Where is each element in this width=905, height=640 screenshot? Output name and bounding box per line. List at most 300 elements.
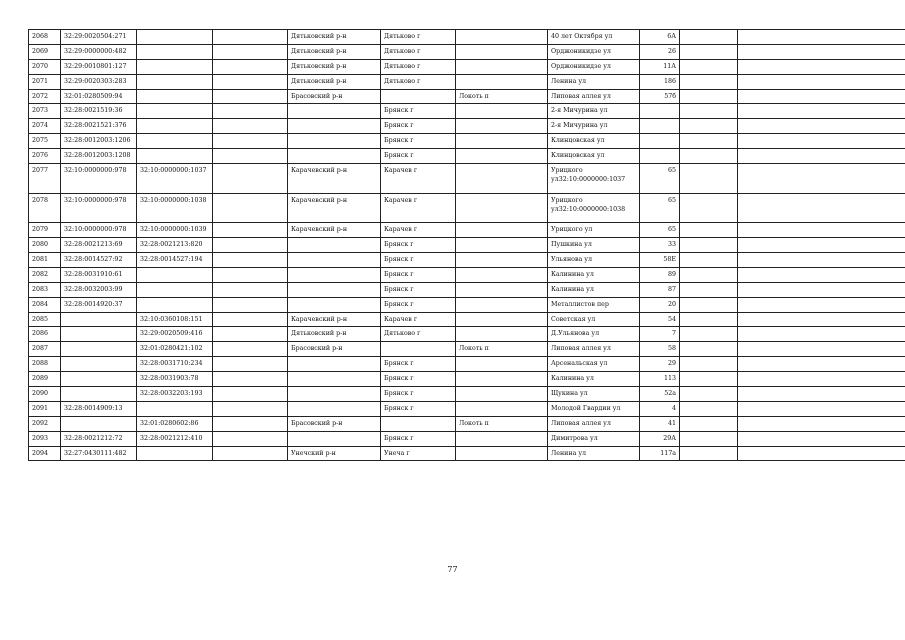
- district-cell: Карачевский р-н: [288, 312, 381, 327]
- settlement-cell: Локоть п: [456, 416, 548, 431]
- house-number-cell: 26: [640, 44, 680, 59]
- house-number-cell: 41: [640, 416, 680, 431]
- settlement-cell: [456, 30, 548, 45]
- row-number-cell: 2081: [29, 252, 61, 267]
- cadastral-number-cell: [61, 312, 137, 327]
- street-cell: Молодой Гвардии ул: [548, 401, 640, 416]
- cadastral-number-cell: 32:28:0012003:1206: [61, 134, 137, 149]
- empty-cell: [680, 342, 738, 357]
- city-cell: Брянск г: [381, 282, 456, 297]
- district-cell: [288, 252, 381, 267]
- settlement-cell: [456, 149, 548, 164]
- table-row: [29, 387, 905, 402]
- city-cell: Брянск г: [381, 238, 456, 253]
- table-row: [29, 74, 905, 89]
- house-number-cell: [640, 134, 680, 149]
- house-number-cell: [640, 149, 680, 164]
- empty-cell: [213, 297, 288, 312]
- cadastral-number-cell: 32:29:0020504:271: [61, 30, 137, 45]
- cadastral-number-cell: 32:28:0031910:61: [61, 267, 137, 282]
- linked-cadastral-number-cell: [137, 59, 213, 74]
- district-cell: [288, 357, 381, 372]
- district-cell: [288, 401, 381, 416]
- street-cell: Орджоникидзе ул: [548, 59, 640, 74]
- empty-cell: [738, 89, 905, 104]
- row-number-cell: 2086: [29, 327, 61, 342]
- house-number-cell: [640, 119, 680, 134]
- empty-cell: [738, 59, 905, 74]
- empty-cell: [738, 387, 905, 402]
- empty-cell: [680, 134, 738, 149]
- street-cell: Урицкого ул: [548, 223, 640, 238]
- table-row: [29, 267, 905, 282]
- house-number-cell: 7: [640, 327, 680, 342]
- house-number-cell: 57б: [640, 89, 680, 104]
- settlement-cell: [456, 44, 548, 59]
- row-number-cell: 2083: [29, 282, 61, 297]
- empty-cell: [213, 44, 288, 59]
- linked-cadastral-number-cell: [137, 149, 213, 164]
- street-cell: Урицкого ул32:10:0000000:1038: [548, 193, 640, 223]
- table-row: [29, 342, 905, 357]
- district-cell: Брасовский р-н: [288, 89, 381, 104]
- empty-cell: [213, 89, 288, 104]
- street-cell: Липовая аллея ул: [548, 89, 640, 104]
- row-number-cell: 2068: [29, 30, 61, 45]
- table-row: [29, 44, 905, 59]
- row-number-cell: 2087: [29, 342, 61, 357]
- cadastral-number-cell: 32:28:0021213:69: [61, 238, 137, 253]
- row-number-cell: 2094: [29, 446, 61, 461]
- cadastral-number-cell: [61, 387, 137, 402]
- empty-cell: [213, 431, 288, 446]
- settlement-cell: [456, 357, 548, 372]
- settlement-cell: [456, 238, 548, 253]
- cadastral-number-cell: 32:28:0014909:13: [61, 401, 137, 416]
- house-number-cell: [640, 104, 680, 119]
- settlement-cell: [456, 312, 548, 327]
- house-number-cell: 58: [640, 342, 680, 357]
- registry-sheet: [28, 29, 875, 461]
- cadastral-number-cell: 32:28:0012003:1208: [61, 149, 137, 164]
- city-cell: Дятьково г: [381, 30, 456, 45]
- empty-cell: [738, 416, 905, 431]
- settlement-cell: [456, 164, 548, 194]
- street-cell: Липовая аллея ул: [548, 416, 640, 431]
- empty-cell: [680, 44, 738, 59]
- empty-cell: [738, 44, 905, 59]
- page-number: 77: [447, 565, 458, 574]
- settlement-cell: [456, 252, 548, 267]
- empty-cell: [738, 74, 905, 89]
- district-cell: Карачевский р-н: [288, 223, 381, 238]
- street-cell: Металлистов пер: [548, 297, 640, 312]
- settlement-cell: [456, 387, 548, 402]
- house-number-cell: 20: [640, 297, 680, 312]
- cadastral-number-cell: [61, 357, 137, 372]
- empty-cell: [680, 416, 738, 431]
- empty-cell: [738, 357, 905, 372]
- district-cell: Дятьковский р-н: [288, 327, 381, 342]
- settlement-cell: [456, 134, 548, 149]
- empty-cell: [738, 119, 905, 134]
- street-cell: Щукина ул: [548, 387, 640, 402]
- house-number-cell: 33: [640, 238, 680, 253]
- city-cell: Брянск г: [381, 252, 456, 267]
- linked-cadastral-number-cell: 32:01:0280602:86: [137, 416, 213, 431]
- empty-cell: [680, 119, 738, 134]
- settlement-cell: [456, 446, 548, 461]
- empty-cell: [738, 401, 905, 416]
- linked-cadastral-number-cell: 32:28:0032203:193: [137, 387, 213, 402]
- settlement-cell: [456, 74, 548, 89]
- empty-cell: [680, 297, 738, 312]
- empty-cell: [213, 342, 288, 357]
- empty-cell: [738, 104, 905, 119]
- settlement-cell: [456, 59, 548, 74]
- empty-cell: [213, 401, 288, 416]
- cadastral-number-cell: 32:28:0021519:36: [61, 104, 137, 119]
- empty-cell: [738, 267, 905, 282]
- linked-cadastral-number-cell: [137, 89, 213, 104]
- house-number-cell: 6А: [640, 30, 680, 45]
- city-cell: [381, 89, 456, 104]
- linked-cadastral-number-cell: [137, 30, 213, 45]
- street-cell: Ленина ул: [548, 446, 640, 461]
- district-cell: Дятьковский р-н: [288, 30, 381, 45]
- house-number-cell: 58Е: [640, 252, 680, 267]
- linked-cadastral-number-cell: 32:10:0000000:1039: [137, 223, 213, 238]
- district-cell: Дятьковский р-н: [288, 44, 381, 59]
- district-cell: Брасовский р-н: [288, 416, 381, 431]
- settlement-cell: [456, 104, 548, 119]
- table-row: [29, 193, 905, 223]
- linked-cadastral-number-cell: [137, 74, 213, 89]
- city-cell: Брянск г: [381, 149, 456, 164]
- settlement-cell: [456, 372, 548, 387]
- settlement-cell: Локоть п: [456, 342, 548, 357]
- table-row: [29, 149, 905, 164]
- empty-cell: [213, 104, 288, 119]
- city-cell: [381, 342, 456, 357]
- empty-cell: [213, 30, 288, 45]
- table-row: [29, 282, 905, 297]
- cadastral-number-cell: 32:29:0010801:127: [61, 59, 137, 74]
- cadastral-number-cell: [61, 372, 137, 387]
- district-cell: [288, 119, 381, 134]
- empty-cell: [213, 238, 288, 253]
- city-cell: Унеча г: [381, 446, 456, 461]
- empty-cell: [680, 327, 738, 342]
- linked-cadastral-number-cell: 32:28:0014527:194: [137, 252, 213, 267]
- linked-cadastral-number-cell: 32:29:0020509:416: [137, 327, 213, 342]
- empty-cell: [738, 164, 905, 194]
- linked-cadastral-number-cell: 32:10:0000000:1038: [137, 193, 213, 223]
- cadastral-number-cell: 32:29:0000000:482: [61, 44, 137, 59]
- district-cell: [288, 372, 381, 387]
- table-row: [29, 134, 905, 149]
- row-number-cell: 2093: [29, 431, 61, 446]
- row-number-cell: 2092: [29, 416, 61, 431]
- empty-cell: [680, 238, 738, 253]
- house-number-cell: 52а: [640, 387, 680, 402]
- empty-cell: [680, 387, 738, 402]
- settlement-cell: [456, 223, 548, 238]
- house-number-cell: 29: [640, 357, 680, 372]
- empty-cell: [213, 312, 288, 327]
- city-cell: Брянск г: [381, 267, 456, 282]
- linked-cadastral-number-cell: [137, 44, 213, 59]
- city-cell: Брянск г: [381, 119, 456, 134]
- empty-cell: [213, 446, 288, 461]
- street-cell: Липовая аллея ул: [548, 342, 640, 357]
- street-cell: Ленина ул: [548, 74, 640, 89]
- row-number-cell: 2084: [29, 297, 61, 312]
- cadastral-number-cell: 32:10:0000000:978: [61, 223, 137, 238]
- table-row: [29, 238, 905, 253]
- settlement-cell: [456, 327, 548, 342]
- cadastral-number-cell: 32:01:0280509:94: [61, 89, 137, 104]
- city-cell: Карачев г: [381, 164, 456, 194]
- empty-cell: [680, 89, 738, 104]
- street-cell: Пушкина ул: [548, 238, 640, 253]
- empty-cell: [213, 193, 288, 223]
- settlement-cell: [456, 282, 548, 297]
- table-row: [29, 372, 905, 387]
- empty-cell: [213, 357, 288, 372]
- empty-cell: [738, 252, 905, 267]
- empty-cell: [680, 104, 738, 119]
- linked-cadastral-number-cell: 32:28:0031710:234: [137, 357, 213, 372]
- house-number-cell: 65: [640, 223, 680, 238]
- district-cell: [288, 282, 381, 297]
- row-number-cell: 2069: [29, 44, 61, 59]
- linked-cadastral-number-cell: 32:01:0280421:102: [137, 342, 213, 357]
- row-number-cell: 2091: [29, 401, 61, 416]
- empty-cell: [738, 193, 905, 223]
- empty-cell: [213, 416, 288, 431]
- district-cell: Унечский р-н: [288, 446, 381, 461]
- row-number-cell: 2079: [29, 223, 61, 238]
- registry-table: [28, 29, 905, 461]
- street-cell: Клинцовская ул: [548, 149, 640, 164]
- row-number-cell: 2071: [29, 74, 61, 89]
- district-cell: [288, 134, 381, 149]
- empty-cell: [680, 30, 738, 45]
- empty-cell: [738, 134, 905, 149]
- empty-cell: [213, 267, 288, 282]
- empty-cell: [738, 327, 905, 342]
- empty-cell: [680, 282, 738, 297]
- empty-cell: [680, 372, 738, 387]
- linked-cadastral-number-cell: [137, 267, 213, 282]
- city-cell: Брянск г: [381, 134, 456, 149]
- city-cell: Дятьково г: [381, 74, 456, 89]
- street-cell: Клинцовская ул: [548, 134, 640, 149]
- linked-cadastral-number-cell: 32:28:0031903:78: [137, 372, 213, 387]
- empty-cell: [680, 149, 738, 164]
- empty-cell: [738, 297, 905, 312]
- city-cell: Брянск г: [381, 431, 456, 446]
- linked-cadastral-number-cell: 32:10:0360108:151: [137, 312, 213, 327]
- empty-cell: [738, 30, 905, 45]
- street-cell: Д.Ульянова ул: [548, 327, 640, 342]
- settlement-cell: [456, 119, 548, 134]
- table-row: [29, 59, 905, 74]
- district-cell: [288, 387, 381, 402]
- city-cell: Брянск г: [381, 401, 456, 416]
- table-row: [29, 446, 905, 461]
- linked-cadastral-number-cell: [137, 134, 213, 149]
- empty-cell: [680, 446, 738, 461]
- street-cell: Димитрова ул: [548, 431, 640, 446]
- settlement-cell: [456, 267, 548, 282]
- district-cell: Брасовский р-н: [288, 342, 381, 357]
- cadastral-number-cell: 32:27:0430111:482: [61, 446, 137, 461]
- row-number-cell: 2073: [29, 104, 61, 119]
- cadastral-number-cell: 32:29:0020303:283: [61, 74, 137, 89]
- house-number-cell: 89: [640, 267, 680, 282]
- city-cell: Брянск г: [381, 372, 456, 387]
- house-number-cell: 54: [640, 312, 680, 327]
- empty-cell: [738, 372, 905, 387]
- city-cell: Карачев г: [381, 193, 456, 223]
- table-row: [29, 223, 905, 238]
- house-number-cell: 117а: [640, 446, 680, 461]
- empty-cell: [213, 282, 288, 297]
- city-cell: Брянск г: [381, 104, 456, 119]
- linked-cadastral-number-cell: 32:28:0021213:820: [137, 238, 213, 253]
- row-number-cell: 2076: [29, 149, 61, 164]
- district-cell: [288, 238, 381, 253]
- table-row: [29, 401, 905, 416]
- empty-cell: [680, 74, 738, 89]
- table-row: [29, 357, 905, 372]
- table-row: [29, 89, 905, 104]
- street-cell: Арсенальская ул: [548, 357, 640, 372]
- empty-cell: [213, 327, 288, 342]
- street-cell: Урицкого ул32:10:0000000:1037: [548, 164, 640, 194]
- district-cell: [288, 431, 381, 446]
- row-number-cell: 2077: [29, 164, 61, 194]
- linked-cadastral-number-cell: [137, 446, 213, 461]
- empty-cell: [213, 149, 288, 164]
- district-cell: Дятьковский р-н: [288, 74, 381, 89]
- house-number-cell: 4: [640, 401, 680, 416]
- table-row: [29, 297, 905, 312]
- empty-cell: [738, 431, 905, 446]
- row-number-cell: 2090: [29, 387, 61, 402]
- district-cell: Карачевский р-н: [288, 193, 381, 223]
- city-cell: Дятьково г: [381, 44, 456, 59]
- empty-cell: [680, 312, 738, 327]
- house-number-cell: 87: [640, 282, 680, 297]
- district-cell: [288, 104, 381, 119]
- street-cell: Калинина ул: [548, 267, 640, 282]
- empty-cell: [680, 401, 738, 416]
- city-cell: [381, 416, 456, 431]
- city-cell: Брянск г: [381, 297, 456, 312]
- cadastral-number-cell: 32:28:0032003:99: [61, 282, 137, 297]
- district-cell: Карачевский р-н: [288, 164, 381, 194]
- row-number-cell: 2082: [29, 267, 61, 282]
- empty-cell: [213, 252, 288, 267]
- street-cell: 40 лет Октября ул: [548, 30, 640, 45]
- table-row: [29, 327, 905, 342]
- empty-cell: [680, 164, 738, 194]
- linked-cadastral-number-cell: 32:10:0000000:1037: [137, 164, 213, 194]
- empty-cell: [213, 74, 288, 89]
- street-cell: Ульянова ул: [548, 252, 640, 267]
- row-number-cell: 2088: [29, 357, 61, 372]
- row-number-cell: 2085: [29, 312, 61, 327]
- empty-cell: [680, 431, 738, 446]
- table-row: [29, 416, 905, 431]
- street-cell: 2-я Мичурина ул: [548, 119, 640, 134]
- cadastral-number-cell: 32:28:0021521:376: [61, 119, 137, 134]
- table-row: [29, 431, 905, 446]
- empty-cell: [738, 312, 905, 327]
- settlement-cell: [456, 193, 548, 223]
- house-number-cell: 65: [640, 164, 680, 194]
- empty-cell: [213, 134, 288, 149]
- house-number-cell: 65: [640, 193, 680, 223]
- district-cell: [288, 149, 381, 164]
- empty-cell: [680, 193, 738, 223]
- linked-cadastral-number-cell: 32:28:0021212:410: [137, 431, 213, 446]
- empty-cell: [738, 149, 905, 164]
- settlement-cell: [456, 431, 548, 446]
- row-number-cell: 2089: [29, 372, 61, 387]
- empty-cell: [680, 267, 738, 282]
- city-cell: Брянск г: [381, 357, 456, 372]
- row-number-cell: 2080: [29, 238, 61, 253]
- city-cell: Брянск г: [381, 387, 456, 402]
- cadastral-number-cell: [61, 327, 137, 342]
- city-cell: Карачев г: [381, 223, 456, 238]
- table-row: [29, 30, 905, 45]
- house-number-cell: 113: [640, 372, 680, 387]
- empty-cell: [213, 119, 288, 134]
- linked-cadastral-number-cell: [137, 297, 213, 312]
- empty-cell: [213, 387, 288, 402]
- cadastral-number-cell: 32:10:0000000:978: [61, 193, 137, 223]
- street-cell: Калинина ул: [548, 282, 640, 297]
- cadastral-number-cell: 32:28:0014920:37: [61, 297, 137, 312]
- registry-body: [29, 30, 905, 461]
- row-number-cell: 2075: [29, 134, 61, 149]
- table-row: [29, 119, 905, 134]
- cadastral-number-cell: [61, 342, 137, 357]
- empty-cell: [738, 238, 905, 253]
- linked-cadastral-number-cell: [137, 401, 213, 416]
- empty-cell: [738, 446, 905, 461]
- empty-cell: [680, 252, 738, 267]
- empty-cell: [680, 59, 738, 74]
- street-cell: Советская ул: [548, 312, 640, 327]
- table-row: [29, 104, 905, 119]
- house-number-cell: 11А: [640, 59, 680, 74]
- cadastral-number-cell: 32:28:0021212:72: [61, 431, 137, 446]
- empty-cell: [680, 357, 738, 372]
- settlement-cell: [456, 297, 548, 312]
- table-row: [29, 252, 905, 267]
- cadastral-number-cell: 32:10:0000000:978: [61, 164, 137, 194]
- row-number-cell: 2072: [29, 89, 61, 104]
- house-number-cell: 186: [640, 74, 680, 89]
- linked-cadastral-number-cell: [137, 104, 213, 119]
- district-cell: Дятьковский р-н: [288, 59, 381, 74]
